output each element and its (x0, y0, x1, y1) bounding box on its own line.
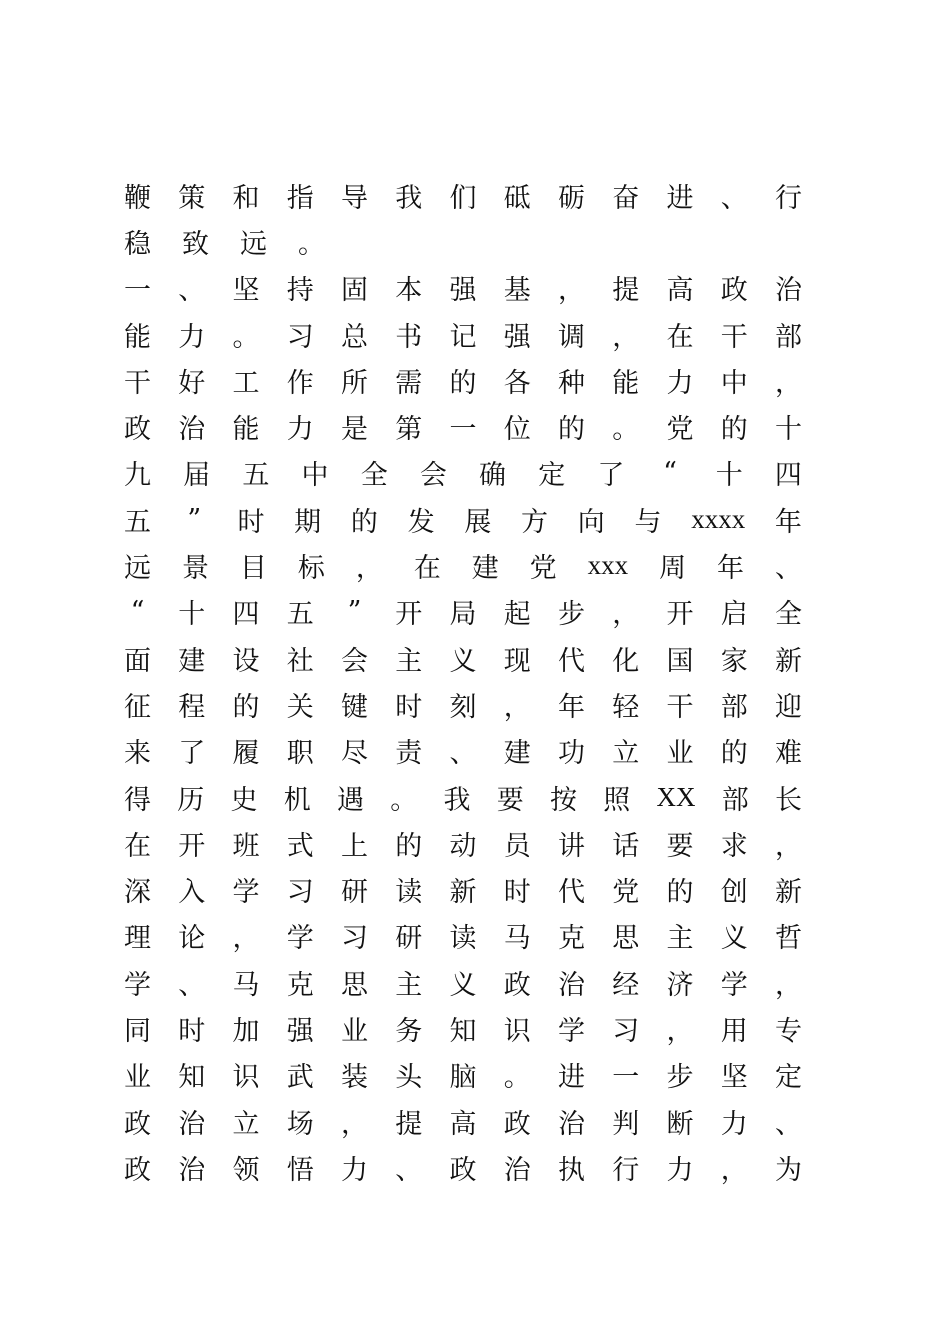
text-glyph: 十 (715, 460, 743, 492)
text-glyph: 来 (124, 738, 151, 770)
text-glyph: 史 (230, 784, 258, 816)
text-glyph: 政 (503, 1108, 531, 1140)
text-glyph: 得 (124, 784, 151, 816)
text-glyph: 职 (286, 738, 314, 770)
text-glyph: 工 (232, 367, 260, 399)
text-glyph: 、 (178, 275, 206, 307)
text-glyph: 。 (232, 321, 260, 353)
text-glyph: 治 (178, 1154, 206, 1186)
text-glyph: 入 (178, 877, 206, 909)
text-glyph: 定 (775, 1062, 802, 1094)
text-glyph: ， (612, 599, 640, 631)
text-glyph: 书 (395, 321, 423, 353)
text-glyph: 尽 (341, 738, 368, 770)
text-glyph: 力 (666, 367, 694, 399)
text-glyph: 在 (413, 553, 441, 585)
text-glyph: 时 (178, 1015, 206, 1047)
text-glyph: 奋 (612, 182, 640, 214)
text-glyph: 要 (666, 830, 694, 862)
text-glyph: 年 (717, 553, 745, 585)
text-glyph: 深 (124, 877, 151, 909)
text-glyph: 五 (286, 599, 314, 631)
text-glyph: 的 (666, 877, 694, 909)
text-glyph: 进 (666, 182, 694, 214)
text-glyph: 建 (178, 645, 206, 677)
text-glyph: 研 (341, 877, 368, 909)
section-heading-line (124, 265, 802, 311)
text-glyph: 加 (232, 1015, 260, 1047)
text-glyph: 四 (774, 460, 802, 492)
text-glyph: 启 (720, 599, 748, 631)
text-glyph: 持 (286, 275, 314, 307)
text-glyph: 、 (774, 553, 802, 585)
text-glyph: ， (558, 275, 585, 307)
text-glyph: ， (775, 969, 802, 1001)
text-glyph: 责 (395, 738, 423, 770)
text-glyph: 十 (775, 414, 802, 446)
text-glyph: 、 (449, 738, 477, 770)
text-glyph: “ (130, 596, 145, 628)
text-glyph: 开 (395, 599, 423, 631)
text-glyph: 第 (395, 414, 423, 446)
text-glyph: 研 (395, 923, 423, 955)
text-line (124, 542, 802, 588)
text-glyph: ， (666, 1015, 694, 1047)
text-glyph: 会 (341, 645, 368, 677)
text-glyph: 头 (395, 1062, 423, 1094)
text-glyph: 和 (232, 182, 260, 214)
text-glyph: xxx (587, 550, 629, 581)
text-glyph: 所 (341, 367, 368, 399)
text-glyph: 知 (178, 1062, 206, 1094)
text-glyph: 业 (341, 1015, 368, 1047)
text-glyph: 位 (503, 414, 531, 446)
text-glyph: 力 (286, 414, 314, 446)
text-glyph: 政 (124, 414, 151, 446)
text-glyph: 上 (341, 830, 368, 862)
text-glyph: 代 (558, 645, 585, 677)
text-glyph: 各 (503, 367, 531, 399)
text-glyph: 义 (449, 645, 477, 677)
text-glyph: 能 (232, 414, 260, 446)
text-glyph: 新 (775, 645, 802, 677)
text-line (124, 1052, 802, 1098)
text-line (124, 1005, 802, 1051)
text-glyph: 五 (242, 460, 270, 492)
body-text (124, 172, 802, 1191)
text-glyph: 社 (286, 645, 314, 677)
text-glyph: 识 (232, 1062, 260, 1094)
text-glyph: 强 (503, 321, 531, 353)
text-glyph: 我 (395, 182, 423, 214)
text-glyph: ， (355, 553, 383, 585)
text-glyph: 导 (341, 182, 368, 214)
text-glyph: 政 (124, 1108, 151, 1140)
text-glyph: 届 (183, 460, 211, 492)
text-glyph: 。 (503, 1062, 531, 1094)
text-line (124, 774, 802, 820)
text-glyph: 政 (503, 969, 531, 1001)
text-line (124, 218, 802, 264)
text-glyph: 强 (449, 275, 477, 307)
text-glyph: 长 (775, 784, 802, 816)
text-glyph: 主 (395, 969, 423, 1001)
text-glyph: 了 (178, 738, 206, 770)
text-glyph: 新 (449, 877, 477, 909)
text-glyph: ， (775, 367, 802, 399)
text-glyph: 学 (558, 1015, 585, 1047)
text-glyph: 固 (341, 275, 368, 307)
text-glyph: 方 (521, 506, 549, 538)
text-glyph: 、 (395, 1154, 423, 1186)
text-glyph: 刻 (449, 691, 477, 723)
text-glyph: 致 (182, 228, 209, 260)
text-glyph: 坚 (720, 1062, 748, 1094)
text-glyph: 习 (286, 321, 314, 353)
text-glyph: 济 (666, 969, 694, 1001)
text-glyph: 悟 (286, 1154, 314, 1186)
text-glyph: 理 (124, 923, 151, 955)
text-glyph: 基 (503, 275, 531, 307)
text-glyph: 党 (612, 877, 640, 909)
text-glyph: 习 (341, 923, 368, 955)
text-glyph: 治 (558, 1108, 585, 1140)
text-glyph: 期 (294, 506, 322, 538)
text-glyph: 一 (449, 414, 477, 446)
text-glyph: 式 (286, 830, 314, 862)
text-glyph: 强 (286, 1015, 314, 1047)
text-glyph: 现 (503, 645, 531, 677)
text-line (124, 820, 802, 866)
text-glyph: 克 (558, 923, 585, 955)
text-glyph: 立 (232, 1108, 260, 1140)
text-glyph: 迎 (775, 691, 802, 723)
text-glyph: 装 (341, 1062, 368, 1094)
text-line (124, 311, 802, 357)
text-glyph: 学 (232, 877, 260, 909)
text-glyph: 武 (286, 1062, 314, 1094)
text-line (124, 681, 802, 727)
text-glyph: 治 (503, 1154, 531, 1186)
text-glyph: 一 (612, 1062, 640, 1094)
text-glyph: ， (720, 1154, 748, 1186)
text-glyph: 。 (298, 228, 325, 260)
text-glyph: 高 (449, 1108, 477, 1140)
text-glyph: 国 (666, 645, 694, 677)
text-glyph: ， (341, 1108, 368, 1140)
text-glyph: 讲 (558, 830, 585, 862)
text-glyph: 力 (666, 1154, 694, 1186)
text-glyph: 在 (666, 321, 694, 353)
text-glyph: 能 (124, 321, 151, 353)
text-glyph: 高 (666, 275, 694, 307)
text-glyph: 求 (720, 830, 748, 862)
text-glyph: 断 (666, 1108, 694, 1140)
text-glyph: 周 (659, 553, 687, 585)
text-glyph: 、 (775, 1108, 802, 1140)
text-glyph: 鞭 (124, 182, 151, 214)
text-glyph: 化 (612, 645, 640, 677)
text-glyph: 键 (341, 691, 368, 723)
text-glyph: 中 (301, 460, 329, 492)
text-glyph: 远 (240, 228, 267, 260)
text-glyph: 用 (720, 1015, 748, 1047)
text-glyph: ， (612, 321, 640, 353)
text-line (124, 357, 802, 403)
text-glyph: 提 (612, 275, 640, 307)
text-glyph: 政 (449, 1154, 477, 1186)
text-glyph: 按 (550, 784, 577, 816)
text-glyph: 十 (178, 599, 206, 631)
text-glyph: 时 (503, 877, 531, 909)
text-glyph: 提 (395, 1108, 423, 1140)
text-glyph: 指 (286, 182, 314, 214)
text-glyph: 。 (612, 414, 640, 446)
text-line (124, 496, 802, 542)
text-glyph: 务 (395, 1015, 423, 1047)
text-glyph: 论 (178, 923, 206, 955)
text-glyph: 执 (558, 1154, 585, 1186)
text-line (124, 1144, 802, 1190)
text-glyph: 远 (124, 553, 151, 585)
text-glyph: 行 (612, 1154, 640, 1186)
text-glyph: 发 (407, 506, 435, 538)
text-glyph: 干 (124, 367, 151, 399)
text-glyph: 行 (775, 182, 802, 214)
text-glyph: 稳 (124, 228, 151, 260)
text-glyph: ， (775, 830, 802, 862)
text-glyph: 起 (503, 599, 531, 631)
text-glyph: 的 (395, 830, 423, 862)
text-glyph: 班 (232, 830, 260, 862)
text-glyph: 为 (775, 1154, 802, 1186)
text-glyph: 读 (395, 877, 423, 909)
text-glyph: 专 (775, 1015, 802, 1047)
text-glyph: 思 (612, 923, 640, 955)
text-glyph: 治 (178, 414, 206, 446)
text-glyph: 全 (360, 460, 388, 492)
text-glyph: 了 (597, 460, 625, 492)
text-glyph: 年 (774, 506, 802, 538)
text-glyph: 政 (720, 275, 748, 307)
text-glyph: 话 (612, 830, 640, 862)
text-glyph: 哲 (775, 923, 802, 955)
text-glyph: 履 (232, 738, 260, 770)
text-glyph: 九 (124, 460, 151, 492)
text-glyph: 的 (720, 414, 748, 446)
text-glyph: 脑 (449, 1062, 477, 1094)
text-glyph: 坚 (232, 275, 260, 307)
text-glyph: 是 (341, 414, 368, 446)
text-glyph: 力 (178, 321, 206, 353)
text-glyph: 学 (720, 969, 748, 1001)
text-glyph: 学 (286, 923, 314, 955)
text-glyph: 新 (775, 877, 802, 909)
text-glyph: 历 (177, 784, 205, 816)
text-glyph: 景 (181, 553, 209, 585)
text-glyph: 同 (124, 1015, 151, 1047)
text-glyph: 能 (612, 367, 640, 399)
text-glyph: 政 (124, 1154, 151, 1186)
text-glyph: 的 (449, 367, 477, 399)
text-glyph: 义 (720, 923, 748, 955)
text-glyph: 关 (286, 691, 314, 723)
text-glyph: 会 (419, 460, 447, 492)
text-glyph: 经 (612, 969, 640, 1001)
text-glyph: 部 (721, 784, 749, 816)
text-glyph: 场 (286, 1108, 314, 1140)
text-glyph: 部 (720, 691, 748, 723)
text-glyph: 需 (395, 367, 423, 399)
text-glyph: 创 (720, 877, 748, 909)
text-glyph: 读 (449, 923, 477, 955)
text-glyph: 治 (558, 969, 585, 1001)
text-glyph: 的 (232, 691, 260, 723)
text-line (124, 1098, 802, 1144)
text-glyph: 向 (577, 506, 605, 538)
text-glyph: 部 (775, 321, 802, 353)
text-glyph: 机 (283, 784, 311, 816)
text-glyph: xxxx (691, 503, 746, 534)
text-glyph: 种 (558, 367, 585, 399)
text-glyph: 程 (178, 691, 206, 723)
text-line (124, 913, 802, 959)
text-glyph: ， (503, 691, 531, 723)
text-glyph: 治 (775, 275, 802, 307)
text-glyph: ” (187, 503, 202, 535)
text-glyph: 定 (538, 460, 566, 492)
text-glyph: 马 (232, 969, 260, 1001)
text-glyph: 知 (449, 1015, 477, 1047)
text-glyph: 判 (612, 1108, 640, 1140)
text-glyph: 设 (232, 645, 260, 677)
text-glyph: 我 (443, 784, 471, 816)
text-glyph: 策 (178, 182, 206, 214)
text-glyph: 与 (634, 506, 662, 538)
text-glyph: 中 (720, 367, 748, 399)
text-glyph: XX (656, 781, 696, 812)
text-glyph: 在 (124, 830, 151, 862)
text-glyph: 识 (503, 1015, 531, 1047)
text-glyph: 年 (558, 691, 585, 723)
text-glyph: 党 (529, 553, 557, 585)
text-glyph: 力 (341, 1154, 368, 1186)
text-glyph: 动 (449, 830, 477, 862)
text-glyph: 、 (720, 182, 748, 214)
text-glyph: 局 (449, 599, 477, 631)
text-glyph: 领 (232, 1154, 260, 1186)
text-line (124, 866, 802, 912)
text-glyph: 克 (286, 969, 314, 1001)
text-glyph: 义 (449, 969, 477, 1001)
text-glyph: 建 (503, 738, 531, 770)
text-glyph: 家 (720, 645, 748, 677)
text-glyph: 遇 (337, 784, 364, 816)
text-glyph: 党 (666, 414, 694, 446)
text-glyph: 时 (395, 691, 423, 723)
text-glyph: 马 (503, 923, 531, 955)
text-line (124, 403, 802, 449)
text-line (124, 172, 802, 218)
text-glyph: 的 (350, 506, 378, 538)
text-glyph: 全 (775, 599, 802, 631)
text-glyph: 难 (775, 738, 802, 770)
text-glyph: 轻 (612, 691, 640, 723)
text-glyph: 开 (178, 830, 206, 862)
text-glyph: 立 (612, 738, 640, 770)
text-glyph: 力 (720, 1108, 748, 1140)
text-line (124, 589, 802, 635)
text-line (124, 728, 802, 774)
text-glyph: 本 (395, 275, 423, 307)
text-line (124, 635, 802, 681)
text-glyph: 时 (237, 506, 265, 538)
text-glyph: 的 (558, 414, 585, 446)
text-glyph: 作 (286, 367, 314, 399)
text-glyph: 目 (239, 553, 267, 585)
text-glyph: ， (232, 923, 260, 955)
text-line (124, 450, 802, 496)
text-glyph: 代 (558, 877, 585, 909)
text-glyph: 业 (124, 1062, 151, 1094)
text-glyph: ” (347, 596, 362, 628)
text-glyph: 要 (496, 784, 524, 816)
text-glyph: 征 (124, 691, 151, 723)
text-glyph: 业 (666, 738, 694, 770)
text-glyph: 干 (666, 691, 694, 723)
text-glyph: “ (663, 457, 677, 489)
text-glyph: 记 (449, 321, 477, 353)
text-glyph: 调 (558, 321, 585, 353)
text-glyph: 的 (720, 738, 748, 770)
text-glyph: 主 (666, 923, 694, 955)
text-glyph: 四 (232, 599, 260, 631)
text-glyph: 员 (503, 830, 531, 862)
text-glyph: 面 (124, 645, 151, 677)
text-glyph: 功 (558, 738, 585, 770)
text-glyph: 干 (720, 321, 748, 353)
text-glyph: 进 (558, 1062, 585, 1094)
text-glyph: 开 (666, 599, 694, 631)
text-glyph: 。 (390, 784, 418, 816)
text-glyph: 标 (297, 553, 325, 585)
text-glyph: 思 (341, 969, 368, 1001)
text-glyph: 、 (178, 969, 206, 1001)
text-glyph: 步 (666, 1062, 694, 1094)
text-glyph: 一 (124, 275, 151, 307)
text-glyph: 总 (341, 321, 368, 353)
text-glyph: 确 (479, 460, 507, 492)
text-glyph: 好 (178, 367, 206, 399)
text-glyph: 砥 (503, 182, 531, 214)
text-glyph: 五 (124, 506, 151, 538)
text-glyph: 治 (178, 1108, 206, 1140)
text-glyph: 展 (464, 506, 492, 538)
text-glyph: 步 (558, 599, 585, 631)
text-glyph: 主 (395, 645, 423, 677)
text-glyph: 习 (286, 877, 314, 909)
text-glyph: 建 (471, 553, 499, 585)
text-glyph: 照 (603, 784, 631, 816)
text-glyph: 学 (124, 969, 151, 1001)
text-glyph: 砺 (558, 182, 585, 214)
text-line (124, 959, 802, 1005)
text-glyph: 们 (449, 182, 477, 214)
text-glyph: 习 (612, 1015, 640, 1047)
